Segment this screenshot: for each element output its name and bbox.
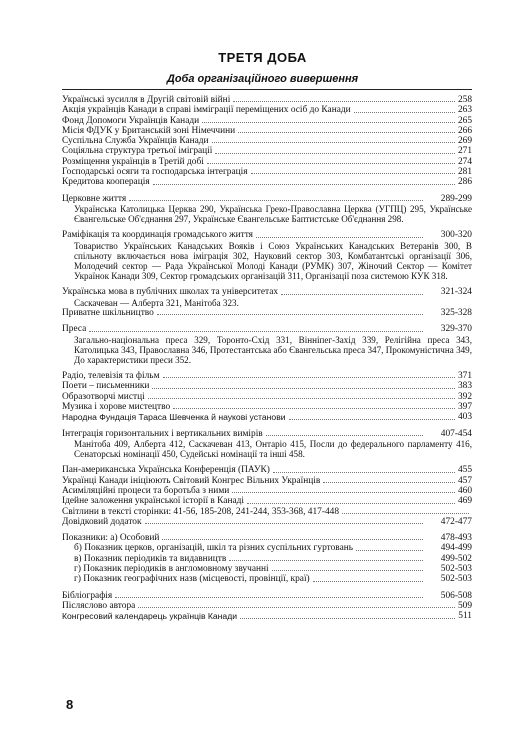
toc-entry-title: Кредитова кооперація <box>62 177 150 188</box>
toc-section <box>62 287 472 318</box>
leader-dots <box>157 314 423 315</box>
toc-entry-page: 383 <box>457 381 472 392</box>
toc-entry-page: 499-502 <box>440 553 472 564</box>
leader-dots <box>229 560 423 561</box>
toc-section-details: Загально-національна преса 329, Торонто-Схід 331, Вінніпег-Захід 339, Релігійна преса 343, Католицька 343, Православна 346, Протестантська або Євангельська преса 347, Прокомуністична 349, До характеристики преси 352. <box>74 334 472 365</box>
toc-entry-title: Акція українців Канади в справі імміграції переміщених осіб до Канади <box>62 105 351 116</box>
toc-section <box>62 591 472 622</box>
leader-dots <box>202 122 455 123</box>
toc-entry <box>62 287 472 297</box>
toc-entry-title: Образотворчі мистці <box>62 391 145 402</box>
toc-entry-title: Народна Фундація Тараса Шевченка й наукові установи <box>62 412 286 423</box>
toc-entry-page: 392 <box>457 391 472 402</box>
toc-entry <box>62 167 472 177</box>
toc-entry-title: Ідейне заложення української історії в Канаді <box>62 496 245 507</box>
toc-entry-page: 472-477 <box>440 516 472 527</box>
toc-entry-page: 509 <box>457 600 472 611</box>
toc-entry <box>62 611 472 621</box>
toc-entry-page: 506-508 <box>440 590 472 601</box>
toc-entry <box>62 476 472 486</box>
toc-entry <box>62 95 472 105</box>
toc-entry <box>62 465 472 475</box>
toc-entry-page: 494-499 <box>440 543 472 554</box>
toc-entry-title: Поети – письменники <box>62 381 150 392</box>
table-of-contents <box>62 95 472 628</box>
toc-entry-title: Преса <box>62 324 87 335</box>
toc-entry <box>62 486 472 496</box>
toc-entry-page: 371 <box>457 371 472 382</box>
toc-entry-page: 281 <box>457 167 472 178</box>
toc-entry-page: 263 <box>457 105 472 116</box>
toc-entry <box>62 371 472 381</box>
toc-entry-page: 502-503 <box>440 574 472 585</box>
part-subtitle: Доба організаційного вивершення <box>166 73 359 85</box>
toc-entry-page: 469 <box>457 496 472 507</box>
toc-entry <box>62 116 472 126</box>
toc-entry-page: 300-320 <box>440 230 472 241</box>
toc-entry <box>62 574 472 584</box>
toc-entry-title: Українська мова в публічних школах та університетах <box>62 287 279 298</box>
toc-entry-page: 325-328 <box>440 307 472 318</box>
toc-entry-title: г) Показник періодиків в англомовному звучанні <box>74 564 269 575</box>
toc-entry-title: Асиміляційні процеси та боротьба з ними <box>62 485 230 496</box>
leader-dots <box>89 331 423 332</box>
leader-dots <box>247 503 455 504</box>
toc-entry-title: Інтеграція горизонтальних і вертикальних вимірів <box>62 428 263 439</box>
leader-dots <box>240 618 455 619</box>
toc-entry-title: б) Показник церков, організацій, шкіл та різних суспільних гуртовань <box>74 543 354 554</box>
leader-dots <box>266 435 423 436</box>
part-title: ТРЕТЯ ДОБА <box>218 50 307 65</box>
toc-entry-title: Показники: а) Особовий <box>62 533 160 544</box>
leader-dots <box>138 607 455 608</box>
title-rule <box>62 89 472 90</box>
toc-section <box>62 465 472 527</box>
leader-dots <box>115 597 423 598</box>
toc-entry <box>62 308 472 318</box>
toc-entry <box>62 429 472 439</box>
toc-section <box>62 324 472 365</box>
toc-section-details: Українська Католицька Церква 290, Українська Греко-Православна Церква (УГПЦ) 295, Українське Євангельське Об'єднання 297, Українське Євангельське Баптистське Об'єднання 298. <box>74 203 472 225</box>
toc-entry-page: 403 <box>457 412 472 423</box>
toc-entry-title: Приватне шкільництво <box>62 307 154 318</box>
leader-dots <box>238 132 455 133</box>
toc-entry-title: Раміфікація та координація громадського життя <box>62 230 253 241</box>
toc-entry <box>62 392 472 402</box>
toc-entry <box>62 157 472 167</box>
leader-dots <box>129 200 423 201</box>
toc-entry-title: Фонд Допомоги Українців Канади <box>62 115 200 126</box>
leader-dots <box>163 377 455 378</box>
toc-entry <box>62 105 472 115</box>
toc-entry-page: 269 <box>457 136 472 147</box>
toc-entry-title: Церковне життя <box>62 193 127 204</box>
leader-dots <box>162 539 423 540</box>
leader-dots <box>356 550 423 551</box>
toc-entry-page: 455 <box>457 465 472 476</box>
leader-dots <box>342 513 469 514</box>
toc-entry-title: Довідковий додаток <box>62 516 142 527</box>
toc-entry <box>62 146 472 156</box>
toc-entry <box>62 543 472 553</box>
leader-dots <box>215 153 455 154</box>
toc-section-details: Саскачеван — Алберта 321, Манітоба 323. <box>74 297 239 308</box>
toc-entry-title: Місія ФДУК у Британській зоні Німеччини <box>62 125 236 136</box>
toc-entry-page: 397 <box>457 402 472 413</box>
page-number: 8 <box>66 697 74 712</box>
toc-entry-title: Конгресовий календарець українців Канади <box>62 611 238 622</box>
toc-entry-page: 460 <box>457 485 472 496</box>
toc-entry-page: 289-299 <box>440 193 472 204</box>
leader-dots <box>148 398 455 399</box>
leader-dots <box>153 184 455 185</box>
toc-entry-page: 258 <box>457 95 472 105</box>
toc-entry-title: Розміщення українців в Третій добі <box>62 156 204 167</box>
toc-section-details: Манітоба 409, Алберта 412, Саскачеван 413, Онтаріо 415, Посли до федерального парламенту 416, Сенаторські номінації 450, Судейські номінації та інші 458. <box>74 438 472 460</box>
toc-entry-title: Українські зусилля в Другій світовій війні <box>62 95 231 105</box>
leader-dots <box>313 581 423 582</box>
toc-entry <box>62 517 472 527</box>
leader-dots <box>289 419 455 420</box>
toc-entry <box>62 533 472 543</box>
toc-entry-title: Соціяльна структура третьої іміграції <box>62 146 213 157</box>
toc-entry-title: Бібліографія <box>62 590 113 601</box>
leader-dots <box>256 237 423 238</box>
toc-section-details: Товариство Українських Канадських Вояків і Союз Українських Канадських Ветеранів 300, В спільноту включається нова іміграція 302, Науковий сектор 303, Комбатантські організації 306, Молодечий сектор — Рада Української Молоді Канади (РУМК) 307, Жіночий Сектор — Комітет Українок Канади 309, Сектор громадських організацій 311, Організації поза системою КУК 318. <box>74 240 472 282</box>
toc-entry-title: Післяслово автора <box>62 600 136 611</box>
toc-entry-title: Музика і хорове мистецтво <box>62 402 171 413</box>
toc-entry-page: 321-324 <box>440 287 472 298</box>
toc-entry-page: 407-454 <box>440 428 472 439</box>
leader-dots <box>281 294 423 295</box>
toc-section <box>62 533 472 584</box>
leader-dots <box>354 112 455 113</box>
toc-entry <box>62 507 472 517</box>
leader-dots <box>145 523 423 524</box>
leader-dots <box>232 492 455 493</box>
toc-entry <box>62 194 472 204</box>
toc-entry-title: г) Показник географічних назв (місцевості, провінції, краї) <box>74 574 310 585</box>
leader-dots <box>152 388 455 389</box>
toc-entry-page: 265 <box>457 115 472 126</box>
toc-entry <box>62 496 472 506</box>
toc-entry-title: Пан-американська Українська Конференція (ПАУК) <box>62 465 270 476</box>
toc-entry-title: Українці Канади ініціюють Світовий Конгрес Вільних Українців <box>62 475 321 486</box>
toc-entry-page: 478-493 <box>440 533 472 544</box>
toc-entry-page: 457 <box>457 475 472 486</box>
toc-entry <box>62 402 472 412</box>
toc-entry <box>62 177 472 187</box>
toc-entry-title: Радіо, телевізія та фільм <box>62 371 160 382</box>
leader-dots <box>273 472 455 473</box>
toc-entry <box>62 230 472 240</box>
toc-entry <box>62 554 472 564</box>
toc-entry <box>62 381 472 391</box>
toc-section <box>62 371 472 422</box>
toc-section <box>62 429 472 460</box>
toc-entry <box>62 136 472 146</box>
toc-entry-page: 502-503 <box>440 564 472 575</box>
toc-entry-page: 271 <box>457 146 472 157</box>
toc-entry-title: Суспільна Служба Українців Канади <box>62 136 209 147</box>
toc-entry-title: в) Показник періодиків та видавництв <box>74 553 227 564</box>
toc-entry-title: Світлини в тексті сторінки: 41-56, 185-208, 241-244, 353-368, 417-448 <box>62 506 340 517</box>
leader-dots <box>251 173 455 174</box>
leader-dots <box>233 101 455 102</box>
toc-entry <box>62 324 472 334</box>
toc-entry-title: Господарські осяги та господарська інтеграція <box>62 167 248 178</box>
toc-entry <box>62 601 472 611</box>
toc-entry-page: 266 <box>457 125 472 136</box>
toc-entry <box>62 564 472 574</box>
leader-dots <box>207 163 455 164</box>
toc-section <box>62 95 472 188</box>
leader-dots <box>173 408 455 409</box>
toc-section <box>62 194 472 225</box>
toc-entry-page: 511 <box>458 611 472 622</box>
toc-section <box>62 230 472 281</box>
toc-entry-page: 286 <box>457 177 472 188</box>
toc-entry <box>62 126 472 136</box>
leader-dots <box>272 570 423 571</box>
toc-entry <box>62 591 472 601</box>
toc-entry <box>62 412 472 422</box>
leader-dots <box>212 142 455 143</box>
leader-dots <box>323 482 455 483</box>
toc-entry-page: 329-370 <box>440 324 472 335</box>
toc-entry-page: 274 <box>457 156 472 167</box>
